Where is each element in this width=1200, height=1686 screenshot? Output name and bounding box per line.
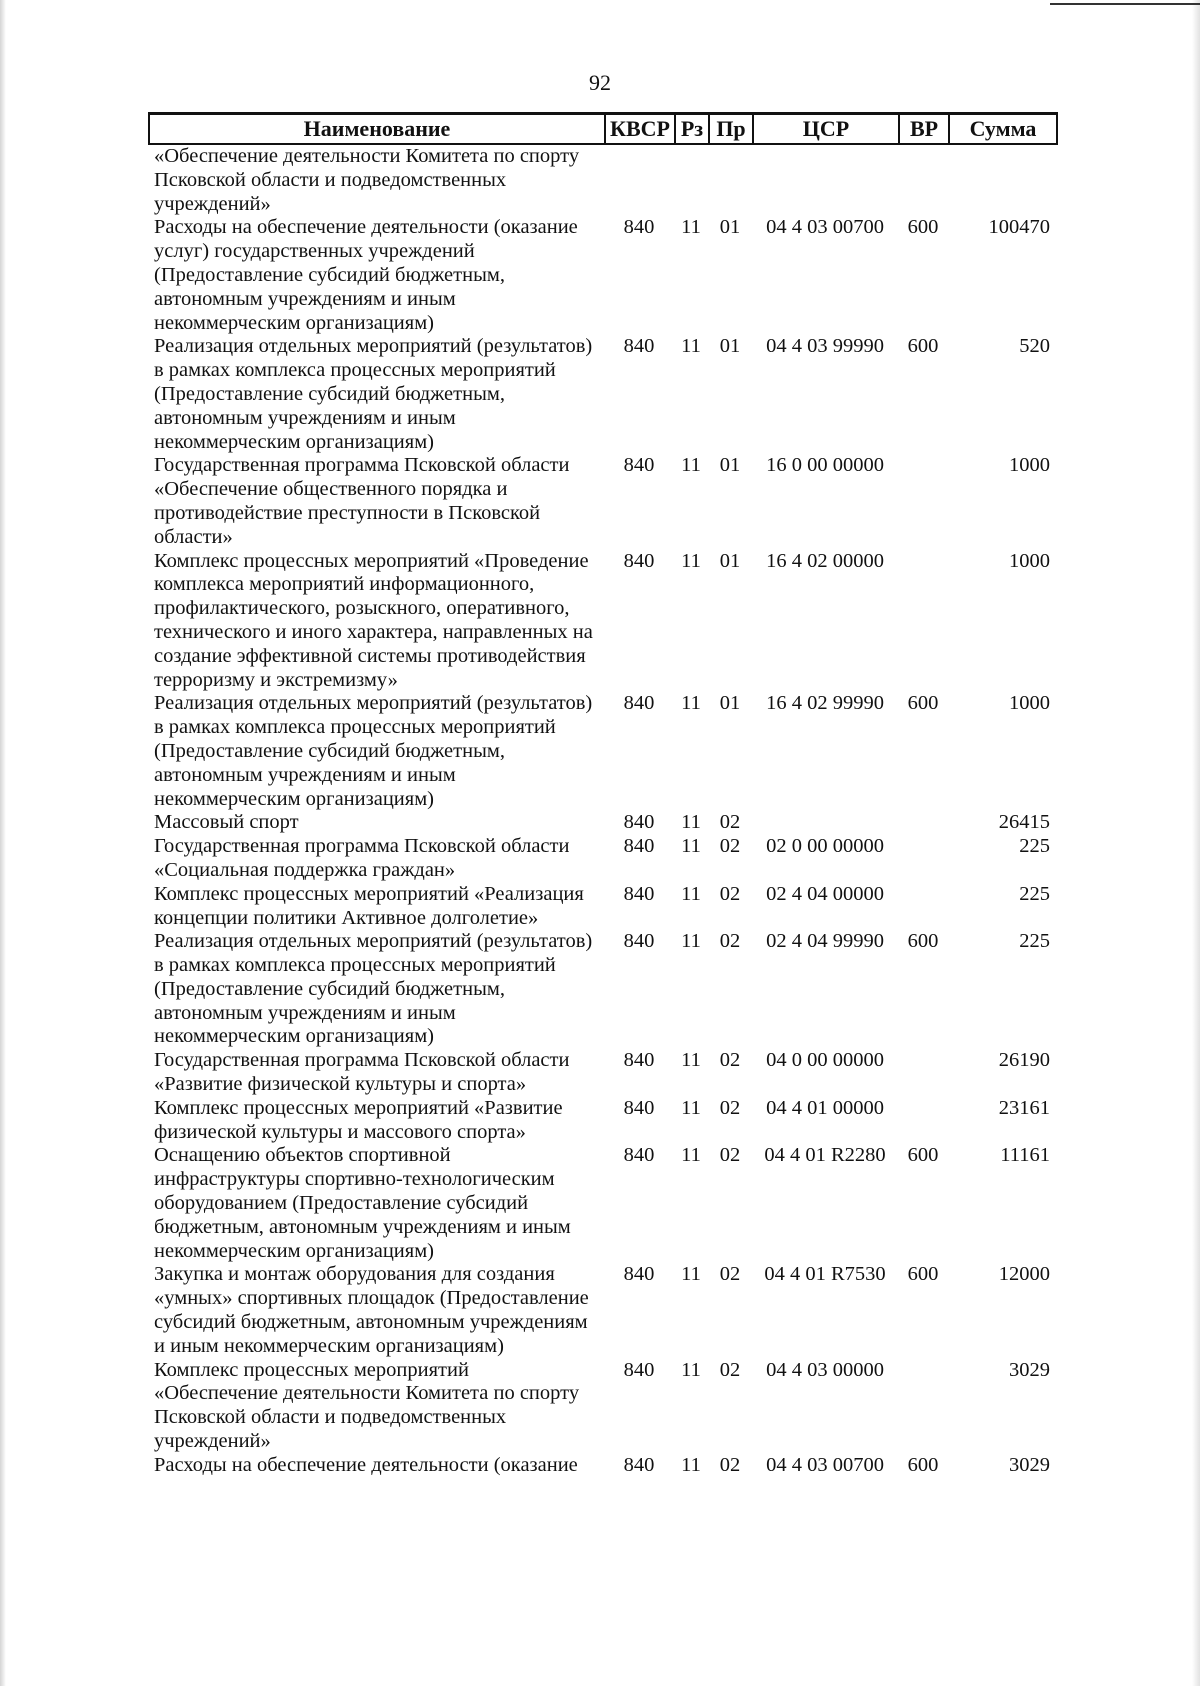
cell-sum: 1000 bbox=[1009, 549, 1050, 572]
cell-name: Закупка и монтаж оборудования для создания «умных» спортивных площадок (Предоставление субсидий бюджетным, автономным учреждениям и иным некоммерческим организациям) bbox=[154, 1263, 589, 1357]
cell-kvsr: 840 bbox=[623, 1049, 655, 1072]
cell-kvsr: 840 bbox=[623, 1358, 655, 1381]
table-row bbox=[148, 883, 1058, 931]
cell-rz: 11 bbox=[681, 692, 701, 715]
cell-sum: 225 bbox=[1019, 835, 1050, 858]
cell-csr: 02 0 00 00000 bbox=[766, 835, 884, 858]
page-number: 92 bbox=[589, 70, 611, 95]
cell-vr: 600 bbox=[907, 1263, 939, 1286]
cell-pr: 02 bbox=[719, 811, 741, 834]
table-row bbox=[148, 454, 1058, 549]
table-row bbox=[148, 1263, 1058, 1358]
cell-pr: 02 bbox=[719, 1049, 741, 1072]
cell-sum: 3029 bbox=[1009, 1453, 1050, 1476]
cell-csr: 04 4 01 00000 bbox=[766, 1096, 884, 1119]
cell-vr bbox=[898, 1097, 948, 1145]
cell-kvsr: 840 bbox=[623, 1263, 655, 1286]
cell-rz bbox=[674, 145, 708, 216]
cell-vr bbox=[898, 811, 948, 835]
cell-rz: 11 bbox=[681, 549, 701, 572]
cell-rz: 11 bbox=[681, 454, 701, 477]
cell-name: Государственная программа Псковской области «Обеспечение общественного порядка и противодействие преступности в Псковской области» bbox=[154, 454, 570, 548]
cell-pr: 02 bbox=[719, 1144, 741, 1167]
cell-rz: 11 bbox=[681, 930, 701, 953]
cell-sum: 26190 bbox=[998, 1049, 1050, 1072]
cell-sum: 26415 bbox=[998, 811, 1050, 834]
cell-pr: 02 bbox=[719, 930, 741, 953]
cell-rz: 11 bbox=[681, 1453, 701, 1476]
cell-name: Расходы на обеспечение деятельности (оказание bbox=[154, 1453, 578, 1476]
header-name: Наименование bbox=[148, 115, 604, 145]
table-row bbox=[148, 335, 1058, 454]
cell-csr: 16 4 02 00000 bbox=[766, 549, 884, 572]
header-kvsr: КВСР bbox=[604, 115, 674, 145]
cell-kvsr: 840 bbox=[623, 882, 655, 905]
cell-kvsr: 840 bbox=[623, 549, 655, 572]
cell-kvsr: 840 bbox=[623, 1096, 655, 1119]
table-row bbox=[148, 930, 1058, 1049]
cell-sum: 1000 bbox=[1009, 454, 1050, 477]
cell-pr: 02 bbox=[719, 1358, 741, 1381]
table-row bbox=[148, 216, 1058, 335]
cell-sum: 225 bbox=[1019, 930, 1050, 953]
cell-vr: 600 bbox=[907, 1144, 939, 1167]
cell-rz: 11 bbox=[681, 335, 701, 358]
cell-kvsr: 840 bbox=[623, 216, 655, 239]
cell-pr: 01 bbox=[719, 454, 741, 477]
cell-csr: 02 4 04 99990 bbox=[766, 930, 884, 953]
cell-name: Комплекс процессных мероприятий «Развитие физической культуры и массового спорта» bbox=[154, 1096, 563, 1143]
cell-vr bbox=[898, 454, 948, 549]
cell-pr: 02 bbox=[719, 835, 741, 858]
cell-name: Расходы на обеспечение деятельности (оказание услуг) государственных учреждений (Предоставление субсидий бюджетным, автономным учреждениям и иным некоммерческим организациям) bbox=[154, 216, 578, 334]
cell-name: Реализация отдельных мероприятий (результатов) в рамках комплекса процессных мероприятий (Предоставление субсидий бюджетным, автономным учреждениям и иным некоммерческим организациям) bbox=[154, 692, 593, 810]
table-row bbox=[148, 1454, 1058, 1478]
header-vr: ВР bbox=[898, 115, 948, 145]
cell-kvsr: 840 bbox=[623, 1453, 655, 1476]
cell-kvsr: 840 bbox=[623, 835, 655, 858]
cell-pr: 01 bbox=[719, 216, 741, 239]
cell-csr: 04 4 03 00700 bbox=[766, 1453, 884, 1476]
cell-vr: 600 bbox=[907, 930, 939, 953]
cell-rz: 11 bbox=[681, 1144, 701, 1167]
cell-name: Массовый спорт bbox=[154, 811, 299, 834]
cell-pr bbox=[708, 145, 752, 216]
scan-edge-left bbox=[0, 0, 6, 1686]
cell-vr bbox=[898, 1359, 948, 1454]
cell-name: «Обеспечение деятельности Комитета по спорту Псковской области и подведомственных учреждений» bbox=[154, 145, 580, 215]
cell-vr bbox=[898, 145, 948, 216]
table-row bbox=[148, 835, 1058, 883]
cell-csr: 02 4 04 00000 bbox=[766, 882, 884, 905]
cell-sum: 11161 bbox=[1000, 1144, 1050, 1167]
table-row bbox=[148, 550, 1058, 693]
cell-vr: 600 bbox=[907, 335, 939, 358]
table-row bbox=[148, 1097, 1058, 1145]
cell-csr: 16 4 02 99990 bbox=[766, 692, 884, 715]
cell-kvsr: 840 bbox=[623, 692, 655, 715]
cell-rz: 11 bbox=[681, 835, 701, 858]
table-row bbox=[148, 1144, 1058, 1263]
cell-rz: 11 bbox=[681, 1049, 701, 1072]
cell-sum: 12000 bbox=[998, 1263, 1050, 1286]
cell-rz: 11 bbox=[681, 811, 701, 834]
cell-vr bbox=[898, 550, 948, 693]
cell-sum: 520 bbox=[1019, 335, 1050, 358]
header-pr: Пр bbox=[708, 115, 752, 145]
table-row bbox=[148, 811, 1058, 835]
scan-edge-right bbox=[1192, 0, 1200, 1686]
cell-pr: 02 bbox=[719, 1096, 741, 1119]
cell-csr bbox=[752, 145, 898, 216]
cell-pr: 01 bbox=[719, 549, 741, 572]
cell-pr: 01 bbox=[719, 335, 741, 358]
table-body bbox=[148, 145, 1058, 1478]
cell-csr: 04 4 03 00000 bbox=[766, 1358, 884, 1381]
cell-sum: 225 bbox=[1019, 882, 1050, 905]
header-sum: Сумма bbox=[948, 115, 1058, 145]
cell-kvsr: 840 bbox=[623, 811, 655, 834]
cell-csr: 04 0 00 00000 bbox=[766, 1049, 884, 1072]
table-header bbox=[148, 112, 1058, 145]
cell-kvsr bbox=[604, 145, 674, 216]
cell-pr: 01 bbox=[719, 692, 741, 715]
cell-csr: 04 4 03 00700 bbox=[766, 216, 884, 239]
table-row bbox=[148, 692, 1058, 811]
cell-pr: 02 bbox=[719, 1453, 741, 1476]
cell-sum: 100470 bbox=[988, 216, 1050, 239]
cell-name: Государственная программа Псковской области «Развитие физической культуры и спорта» bbox=[154, 1049, 570, 1096]
cell-rz: 11 bbox=[681, 1263, 701, 1286]
cell-sum: 23161 bbox=[998, 1096, 1050, 1119]
cell-sum: 1000 bbox=[1009, 692, 1050, 715]
cell-kvsr: 840 bbox=[623, 335, 655, 358]
cell-kvsr: 840 bbox=[623, 1144, 655, 1167]
cell-rz: 11 bbox=[681, 882, 701, 905]
cell-name: Реализация отдельных мероприятий (результатов) в рамках комплекса процессных мероприятий (Предоставление субсидий бюджетным, автономным учреждениям и иным некоммерческим организациям) bbox=[154, 335, 593, 453]
cell-name: Комплекс процессных мероприятий «Обеспечение деятельности Комитета по спорту Псковской области и подведомственных учреждений» bbox=[154, 1358, 580, 1453]
cell-csr: 16 0 00 00000 bbox=[766, 454, 884, 477]
table-row bbox=[148, 1359, 1058, 1454]
budget-table bbox=[148, 112, 1058, 1478]
cell-name: Реализация отдельных мероприятий (результатов) в рамках комплекса процессных мероприятий (Предоставление субсидий бюджетным, автономным учреждениям и иным некоммерческим организациям) bbox=[154, 930, 593, 1048]
cell-vr bbox=[898, 835, 948, 883]
cell-name: Государственная программа Псковской области «Социальная поддержка граждан» bbox=[154, 835, 570, 881]
cell-csr bbox=[752, 811, 898, 835]
cell-csr: 04 4 01 R2280 bbox=[764, 1144, 886, 1167]
scan-top-rule bbox=[1050, 3, 1200, 5]
cell-pr: 02 bbox=[719, 1263, 741, 1286]
cell-name: Оснащению объектов спортивной инфраструктуры спортивно-технологическим оборудованием (Предоставление субсидий бюджетным, автономным учреждениям и иным некоммерческим организациям) bbox=[154, 1144, 571, 1262]
table-row bbox=[148, 1049, 1058, 1097]
cell-sum bbox=[948, 145, 1058, 216]
cell-rz: 11 bbox=[681, 216, 701, 239]
cell-vr: 600 bbox=[907, 216, 939, 239]
cell-vr: 600 bbox=[907, 1453, 939, 1476]
cell-vr: 600 bbox=[907, 692, 939, 715]
header-rz: Рз bbox=[674, 115, 708, 145]
cell-name: Комплекс процессных мероприятий «Реализация концепции политики Активное долголетие» bbox=[154, 882, 584, 929]
cell-csr: 04 4 03 99990 bbox=[766, 335, 884, 358]
cell-vr bbox=[898, 1049, 948, 1097]
cell-name: Комплекс процессных мероприятий «Проведение комплекса мероприятий информационного, профилактического, розыскного, оперативного, технического и иного характера, направленных на создание эффективной системы противодействия терроризму и экстремизму» bbox=[154, 549, 593, 691]
cell-csr: 04 4 01 R7530 bbox=[764, 1263, 886, 1286]
table-row bbox=[148, 145, 1058, 216]
cell-pr: 02 bbox=[719, 882, 741, 905]
cell-kvsr: 840 bbox=[623, 930, 655, 953]
cell-kvsr: 840 bbox=[623, 454, 655, 477]
cell-rz: 11 bbox=[681, 1096, 701, 1119]
header-csr: ЦСР bbox=[752, 115, 898, 145]
cell-rz: 11 bbox=[681, 1358, 701, 1381]
cell-vr bbox=[898, 883, 948, 931]
cell-sum: 3029 bbox=[1009, 1358, 1050, 1381]
